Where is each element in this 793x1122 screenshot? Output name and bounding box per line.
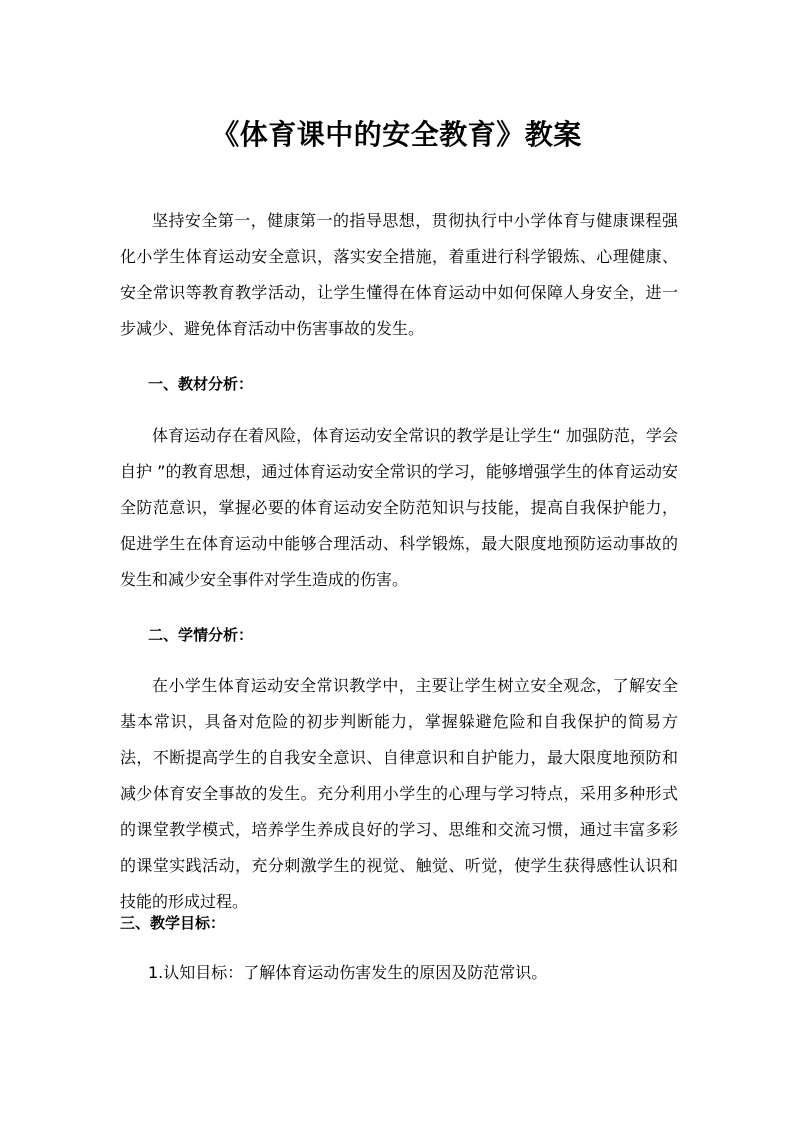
- student-analysis-paragraph: 在小学生体育运动安全常识教学中，主要让学生树立安全观念，了解安全基本常识，具备对危险的初步判断能力，掌握躲避危险和自我保护的简易方法，不断提高学生的自我安全意识、自律意识和自护能力，最大限度地预防和减少体育安全事故的发生。充分利用小学生的心理与学习特点，采用多种形式的课堂教学模式，培养学生养成良好的学习、思维和交流习惯，通过丰富多彩的课堂实践活动，充分刺激学生的视觉、触觉、听觉，使学生获得感性认识和技能的形成过程。: [120, 676, 678, 911]
- section-heading-textbook-analysis: 一、教材分析：: [148, 375, 254, 393]
- teaching-goal-item: 1.认知目标：了解体育运动伤害发生的原因及防范常识。: [148, 963, 548, 982]
- section-heading-student-analysis: 二、学情分析：: [148, 626, 254, 644]
- textbook-analysis-paragraph: 体育运动存在着风险，体育运动安全常识的教学是让学生“ 加强防范，学会自护 ”的教育思想，通过体育运动安全常识的学习，能够增强学生的体育运动安全防范意识，掌握必要的体育运动安全防范知识与技能，提高自我保护能力，促进学生在体育运动中能够合理活动、科学锻炼，最大限度地预防运动事故的发生和减少安全事件对学生造成的伤害。: [120, 426, 678, 589]
- document-title: 《体育课中的安全教育》教案: [211, 117, 582, 151]
- section-heading-teaching-goals: 三、教学目标：: [120, 914, 226, 932]
- intro-paragraph: 坚持安全第一，健康第一的指导思想，贯彻执行中小学体育与健康课程强化小学生体育运动安全意识，落实安全措施，着重进行科学锻炼、心理健康、安全常识等教育教学活动，让学生懂得在体育运动中如何保障人身安全，进一步减少、避免体育活动中伤害事故的发生。: [120, 211, 678, 338]
